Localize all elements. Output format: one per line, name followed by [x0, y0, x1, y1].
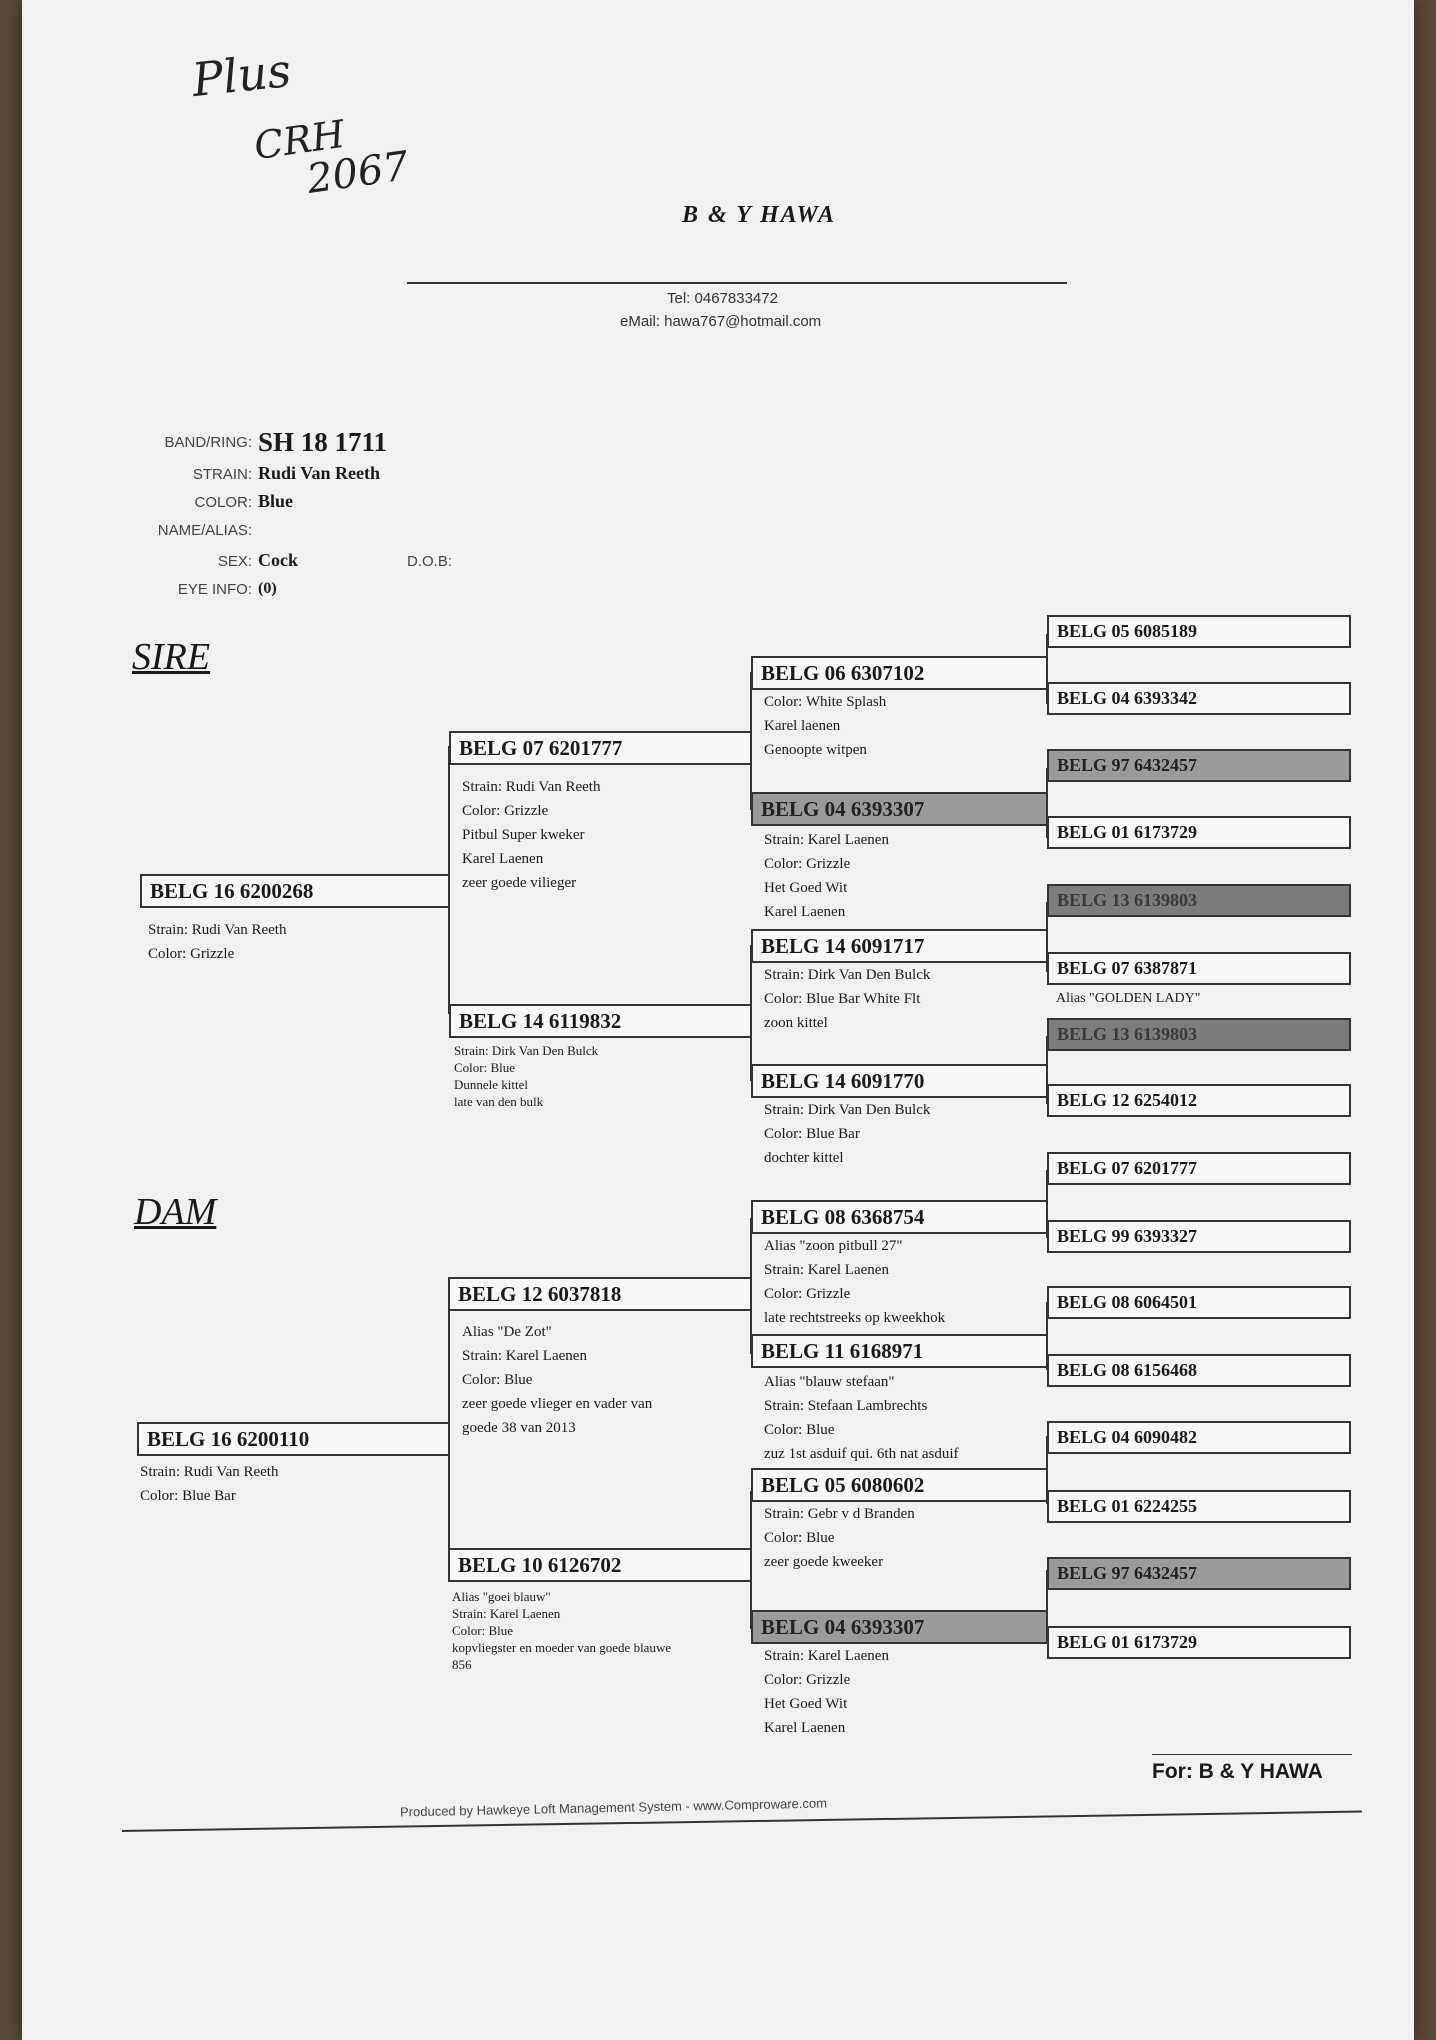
gen4-ring-10: BELG 99 6393327	[1047, 1220, 1351, 1253]
ssd-info: Strain: Karel Laenen Color: Grizzle Het Goed Wit Karel Laenen	[764, 832, 889, 920]
sire-heading: SIRE	[132, 636, 211, 678]
color-value: Blue	[258, 491, 294, 511]
dss-ring: BELG 08 6368754	[751, 1200, 1048, 1234]
sire-dam-ring: BELG 14 6119832	[449, 1004, 752, 1038]
header-rule	[407, 282, 1067, 284]
sdd-ring: BELG 14 6091770	[751, 1064, 1048, 1098]
dam-sire-info: Alias "De Zot" Strain: Karel Laenen Color: Blue zeer goede vlieger en vader van goede 38 van 2013	[462, 1324, 653, 1436]
contact-email: eMail: hawa767@hotmail.com	[620, 313, 822, 330]
sire-dam-info: Strain: Dirk Van Den Bulck Color: Blue Dunnele kittel late van den bulk	[454, 1043, 599, 1109]
for-label: For: B & Y HAWA	[1152, 1760, 1323, 1783]
sdd-info: Strain: Dirk Van Den Bulck Color: Blue Bar dochter kittel	[764, 1102, 931, 1166]
sire-ring: BELG 16 6200268	[140, 874, 450, 908]
gen4-ring-3: BELG 97 6432457	[1047, 749, 1351, 782]
dam-dam-ring: BELG 10 6126702	[448, 1548, 752, 1582]
gen4-ring-5: BELG 13 6139803	[1047, 884, 1351, 917]
gen4-ring-15: BELG 97 6432457	[1047, 1557, 1351, 1590]
strain-value: Rudi Van Reeth	[258, 463, 381, 483]
connector	[750, 672, 752, 810]
dam-dam-info: Alias "goei blauw" Strain: Karel Laenen Color: Blue kopvliegster en moeder van goede blauwe 856	[452, 1589, 672, 1672]
gen4-ring-9: BELG 07 6201777	[1047, 1152, 1351, 1185]
sire-info: Strain: Rudi Van Reeth Color: Grizzle	[148, 922, 287, 962]
dds-info: Strain: Gebr v d Branden Color: Blue zeer goede kweeker	[764, 1506, 915, 1570]
footer-rule-short	[1152, 1754, 1352, 1755]
gen4-ring-13: BELG 04 6090482	[1047, 1421, 1351, 1454]
eye-info-label: EYE INFO:	[177, 581, 252, 598]
pedigree-sheet	[22, 0, 1414, 2040]
connector	[750, 945, 752, 1081]
band-label: BAND/RING:	[164, 434, 252, 451]
dam-ring: BELG 16 6200110	[137, 1422, 450, 1456]
gen4-ring-6: BELG 07 6387871	[1047, 952, 1351, 985]
sire-sire-info: Strain: Rudi Van Reeth Color: Grizzle Pitbul Super kweker Karel Laenen zeer goede vilieger	[462, 779, 601, 891]
sds-ring: BELG 14 6091717	[751, 929, 1048, 963]
loft-title: B & Y HAWA	[682, 202, 837, 228]
gen4-ring-4: BELG 01 6173729	[1047, 816, 1351, 849]
strain-label: STRAIN:	[192, 466, 252, 483]
sire-sire-ring: BELG 07 6201777	[449, 731, 752, 765]
gen4-ring-16: BELG 01 6173729	[1047, 1626, 1351, 1659]
color-label: COLOR:	[194, 494, 252, 511]
produced-by: Produced by Hawkeye Loft Management System - www.Comproware.com	[399, 1795, 828, 1820]
sss-info: Color: White Splash Karel laenen Genoopte witpen	[764, 694, 887, 758]
sex-value: Cock	[258, 550, 298, 570]
connector	[448, 746, 450, 1014]
handwritten-note-2: CRH	[251, 111, 348, 169]
dob-label: D.O.B:	[406, 553, 452, 570]
gen4-ring-8: BELG 12 6254012	[1047, 1084, 1351, 1117]
dds-ring: BELG 05 6080602	[751, 1468, 1048, 1502]
band-value: SH 18 1711	[258, 427, 388, 457]
dsd-ring: BELG 11 6168971	[751, 1334, 1048, 1368]
gen4-ring-1: BELG 05 6085189	[1047, 615, 1351, 648]
dsd-info: Alias "blauw stefaan" Strain: Stefaan Lambrechts Color: Blue zuz 1st asduif qui. 6th nat asduif	[764, 1374, 959, 1462]
handwritten-note-1: Plus	[189, 42, 294, 108]
gen4-ring-7: BELG 13 6139803	[1047, 1018, 1351, 1051]
name-alias-label: NAME/ALIAS:	[157, 522, 252, 539]
ddd-ring: BELG 04 6393307	[751, 1610, 1048, 1644]
handwritten-note-3: 2067	[304, 143, 412, 203]
connector	[448, 1296, 450, 1568]
sds-info: Strain: Dirk Van Den Bulck Color: Blue Bar White Flt zoon kittel	[764, 967, 931, 1031]
sex-label: SEX:	[217, 553, 252, 570]
gen4-alias-6: Alias "GOLDEN LADY"	[1056, 991, 1201, 1006]
ssd-ring: BELG 04 6393307	[751, 792, 1048, 826]
gen4-ring-2: BELG 04 6393342	[1047, 682, 1351, 715]
dam-sire-ring: BELG 12 6037818	[448, 1277, 752, 1311]
contact-phone: Tel: 0467833472	[667, 290, 778, 307]
footer-rule	[122, 1811, 1362, 1832]
dam-heading: DAM	[134, 1191, 217, 1233]
dam-info: Strain: Rudi Van Reeth Color: Blue Bar	[140, 1464, 279, 1504]
ddd-info: Strain: Karel Laenen Color: Grizzle Het Goed Wit Karel Laenen	[764, 1648, 889, 1736]
gen4-ring-14: BELG 01 6224255	[1047, 1490, 1351, 1523]
eye-info-value: (0)	[258, 580, 277, 597]
gen4-ring-12: BELG 08 6156468	[1047, 1354, 1351, 1387]
sss-ring: BELG 06 6307102	[751, 656, 1048, 690]
gen4-ring-11: BELG 08 6064501	[1047, 1286, 1351, 1319]
dss-info: Alias "zoon pitbull 27" Strain: Karel Laenen Color: Grizzle late rechtstreeks op kweekhok	[764, 1238, 946, 1326]
connector	[750, 1491, 752, 1629]
